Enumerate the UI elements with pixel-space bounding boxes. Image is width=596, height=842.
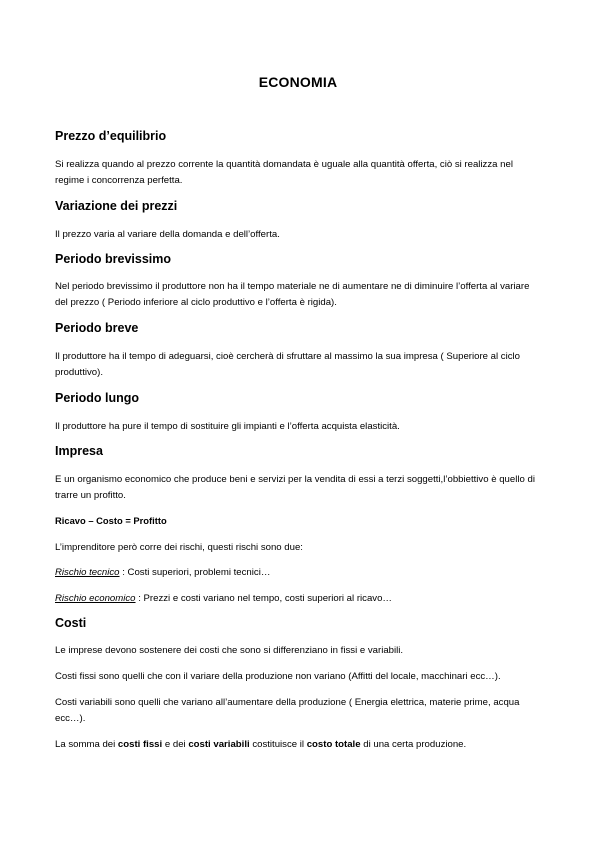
rischio-economico-label: Rischio economico bbox=[55, 593, 136, 604]
costi-fissi-term: costi fissi bbox=[117, 739, 163, 750]
heading-periodo-brevissimo: Periodo brevissimo bbox=[55, 252, 172, 266]
costo-totale-text-4: di una certa produzione. bbox=[360, 739, 467, 750]
rischio-tecnico-text: : Costi superiori, problemi tecnici… bbox=[119, 567, 271, 578]
costo-totale-text-3: costituisce il bbox=[249, 739, 307, 750]
paragraph-prezzo-equilibrio: Si realizza quando al prezzo corrente la quantità domandata è uguale alla quantità offerta, ciò si realizza nel regime i concorrenza perfetta. bbox=[55, 159, 513, 186]
costo-totale-term: costo totale bbox=[306, 739, 361, 750]
rischio-economico-text: : Prezzi e costi variano nel tempo, costi superiori al ricavo… bbox=[135, 593, 393, 604]
paragraph-costi-fissi: Costi fissi sono quelli che con il variare della produzione non variano (Affitti del locale, macchinari ecc…). bbox=[55, 671, 501, 682]
paragraph-rischio-economico bbox=[55, 591, 543, 607]
paragraph-costi-intro: Le imprese devono sostenere dei costi che sono si differenziano in fissi e variabili. bbox=[55, 645, 404, 656]
paragraph-periodo-brevissimo: Nel periodo brevissimo il produttore non ha il tempo materiale ne di aumentare ne di diminuire l’offerta al variare del prezzo ( Periodo inferiore al ciclo produttivo e l’offerta è rigida). bbox=[55, 281, 530, 308]
paragraph-periodo-breve: Il produttore ha il tempo di adeguarsi, cioè cercherà di sfruttare al massimo la sua impresa ( Superiore al ciclo produttivo). bbox=[55, 351, 520, 378]
heading-prezzo-equilibrio: Prezzo d’equilibrio bbox=[55, 129, 167, 143]
heading-periodo-lungo: Periodo lungo bbox=[55, 391, 140, 405]
heading-variazione-prezzi: Variazione dei prezzi bbox=[55, 199, 178, 213]
paragraph-periodo-lungo: Il produttore ha pure il tempo di sostituire gli impianti e l’offerta acquista elasticità. bbox=[55, 421, 400, 432]
paragraph-variazione-prezzi: Il prezzo varia al variare della domanda e dell’offerta. bbox=[55, 229, 280, 240]
costo-totale-text-1: La somma dei bbox=[55, 739, 118, 750]
heading-costi: Costi bbox=[55, 616, 87, 630]
heading-impresa: Impresa bbox=[55, 444, 103, 458]
costo-totale-text-2: e dei bbox=[162, 739, 189, 750]
paragraph-costo-totale bbox=[55, 737, 543, 753]
page-title: ECONOMIA bbox=[258, 74, 338, 90]
heading-periodo-breve: Periodo breve bbox=[55, 321, 139, 335]
paragraph-costi-variabili: Costi variabili sono quelli che variano all’aumentare della produzione ( Energia elettrica, materie prime, acqua ecc…). bbox=[55, 697, 520, 724]
paragraph-rischi-intro: L’imprenditore però corre dei rischi, questi rischi sono due: bbox=[55, 542, 303, 553]
profit-formula: Ricavo – Costo = Profitto bbox=[55, 515, 167, 526]
paragraph-rischio-tecnico bbox=[55, 565, 543, 581]
paragraph-impresa: E un organismo economico che produce beni e servizi per la vendita di essi a terzi soggetti,l’obbiettivo è quello di trarre un profitto. bbox=[55, 474, 535, 501]
rischio-tecnico-label: Rischio tecnico bbox=[55, 567, 120, 578]
costi-variabili-term: costi variabili bbox=[188, 739, 250, 750]
